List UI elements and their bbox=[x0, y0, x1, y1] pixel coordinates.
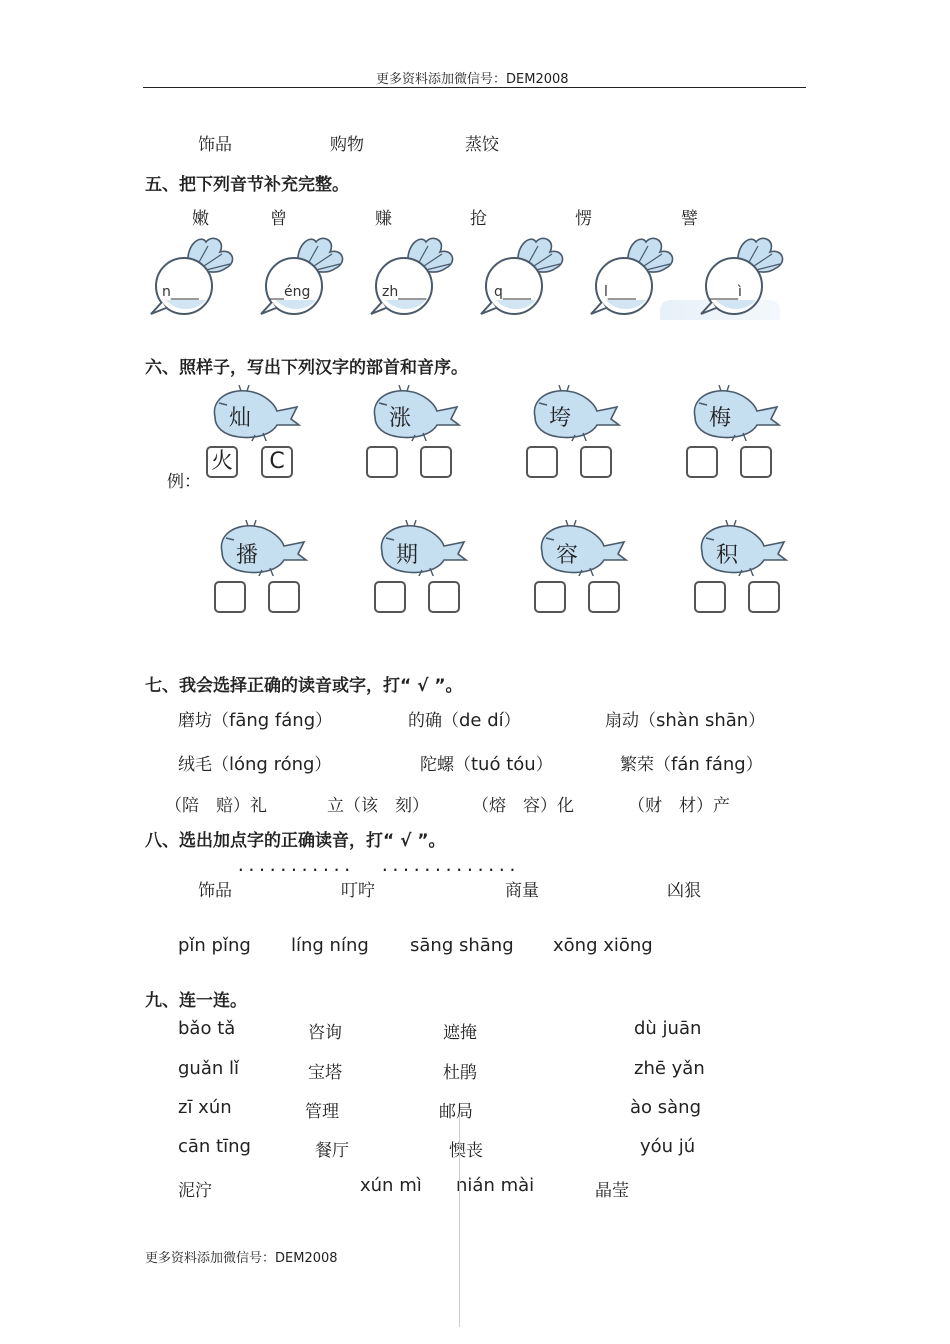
radish-illustration-5 bbox=[586, 234, 681, 318]
radish-label-5: l____ bbox=[604, 284, 636, 300]
s9-r5-c4[interactable]: 晶莹 bbox=[595, 1181, 629, 1201]
bird-char-6: 期 bbox=[396, 543, 419, 568]
page-header: 更多资料添加微信号：DEM2008 bbox=[376, 72, 569, 87]
s7-opts-3: shàn shān bbox=[656, 710, 749, 731]
s7-word-3: 扇动 bbox=[605, 711, 639, 731]
s9-r5-c3[interactable]: nián mài bbox=[456, 1175, 535, 1196]
radical-box-6[interactable] bbox=[374, 581, 406, 613]
s7-item-6[interactable]: 繁荣（fán fáng） bbox=[620, 754, 763, 775]
bird-illustration-6 bbox=[372, 520, 472, 576]
section8-title: 八、选出加点字的正确读音，打“ √ ”。 bbox=[145, 831, 446, 851]
s7-word-1: 磨坊 bbox=[178, 711, 212, 731]
example-radical-box: 火 bbox=[206, 446, 238, 478]
order-box-4[interactable] bbox=[740, 446, 772, 478]
s9-r1-c1[interactable]: bǎo tǎ bbox=[178, 1018, 236, 1039]
section7-title: 七、我会选择正确的读音或字，打“ √ ”。 bbox=[145, 676, 463, 696]
s8-word-3: 商量 bbox=[505, 881, 539, 901]
s9-r4-c4[interactable]: yóu jú bbox=[640, 1136, 696, 1157]
example-label: 例： bbox=[167, 472, 201, 492]
s8-pinyin-3[interactable]: sāng shāng bbox=[410, 935, 514, 956]
s7-opts-6: fán fáng bbox=[671, 754, 746, 775]
s9-r3-c2[interactable]: 管理 bbox=[305, 1102, 339, 1122]
s7-choice-1[interactable]: （陪 赔）礼 bbox=[165, 796, 267, 816]
radish-label-4: q____ bbox=[494, 284, 531, 300]
s9-r5-c1[interactable]: 泥泞 bbox=[178, 1181, 212, 1201]
s9-r1-c3[interactable]: 遮掩 bbox=[443, 1023, 477, 1043]
bird-char-5: 播 bbox=[236, 543, 259, 568]
order-box-5[interactable] bbox=[268, 581, 300, 613]
s9-r2-c2[interactable]: 宝塔 bbox=[308, 1063, 342, 1083]
bird-illustration-3 bbox=[525, 385, 625, 441]
bird-char-4: 梅 bbox=[709, 406, 732, 431]
emphasis-dots-2: ............. bbox=[380, 856, 519, 875]
radish-illustration-1 bbox=[146, 234, 241, 318]
s7-opts-2: de dí bbox=[459, 710, 504, 731]
radish-label-3: zh____ bbox=[382, 284, 427, 300]
s9-r3-c3[interactable]: 邮局 bbox=[439, 1102, 473, 1122]
bird-illustration-1 bbox=[205, 385, 305, 441]
s7-item-4[interactable]: 绒毛（lóng róng） bbox=[178, 754, 332, 775]
bird-illustration-5 bbox=[212, 520, 312, 576]
page-footer: 更多资料添加微信号：DEM2008 bbox=[145, 1251, 338, 1266]
s7-choice-4[interactable]: （财 材）产 bbox=[628, 796, 730, 816]
s7-item-1[interactable]: 磨坊（fāng fáng） bbox=[178, 710, 333, 731]
radical-box-4[interactable] bbox=[686, 446, 718, 478]
radical-box-3[interactable] bbox=[526, 446, 558, 478]
radical-box-8[interactable] bbox=[694, 581, 726, 613]
s9-r4-c1[interactable]: cān tīng bbox=[178, 1136, 251, 1157]
s8-pinyin-1[interactable]: pǐn pǐng bbox=[178, 935, 251, 956]
order-box-2[interactable] bbox=[420, 446, 452, 478]
radish-illustration-6 bbox=[696, 234, 791, 318]
section9-title: 九、连一连。 bbox=[145, 991, 247, 1011]
s9-r1-c2[interactable]: 咨询 bbox=[308, 1023, 342, 1043]
bird-illustration-7 bbox=[532, 520, 632, 576]
top-word-2: 购物 bbox=[330, 135, 364, 155]
s9-r2-c1[interactable]: guǎn lǐ bbox=[178, 1058, 239, 1079]
s5-char-5: 愣 bbox=[575, 209, 592, 229]
radish-illustration-4 bbox=[476, 234, 571, 318]
s7-item-2[interactable]: 的确（de dí） bbox=[408, 710, 521, 731]
s9-r1-c4[interactable]: dù juān bbox=[634, 1018, 702, 1039]
order-box-3[interactable] bbox=[580, 446, 612, 478]
s5-char-3: 赚 bbox=[375, 209, 392, 229]
s7-word-2: 的确 bbox=[408, 711, 442, 731]
s8-word-1: 饰品 bbox=[198, 881, 232, 901]
bird-char-3: 垮 bbox=[549, 406, 572, 431]
bird-illustration-4 bbox=[685, 385, 785, 441]
bird-char-2: 涨 bbox=[389, 406, 412, 431]
s5-char-4: 抢 bbox=[470, 209, 487, 229]
header-rule bbox=[143, 87, 806, 88]
s7-choice-3[interactable]: （熔 容）化 bbox=[472, 796, 574, 816]
order-box-8[interactable] bbox=[748, 581, 780, 613]
bird-illustration-2 bbox=[365, 385, 465, 441]
s7-choice-2[interactable]: 立（该 刻） bbox=[327, 796, 429, 816]
s8-word-2: 叮咛 bbox=[341, 881, 375, 901]
s7-opts-4: lóng róng bbox=[229, 754, 315, 775]
bird-char-8: 积 bbox=[716, 543, 739, 568]
s7-item-3[interactable]: 扇动（shàn shān） bbox=[605, 710, 766, 731]
radical-box-5[interactable] bbox=[214, 581, 246, 613]
top-word-1: 饰品 bbox=[198, 135, 232, 155]
s9-r3-c4[interactable]: ào sàng bbox=[630, 1097, 702, 1118]
radish-illustration-3 bbox=[366, 234, 461, 318]
radish-label-1: n____ bbox=[162, 284, 199, 300]
radish-label-2: __éng bbox=[270, 284, 311, 300]
radical-box-7[interactable] bbox=[534, 581, 566, 613]
s9-r5-c2[interactable]: xún mì bbox=[360, 1175, 422, 1196]
s9-r3-c1[interactable]: zī xún bbox=[178, 1097, 232, 1118]
s8-word-4: 凶狠 bbox=[667, 881, 701, 901]
bird-char-1: 灿 bbox=[229, 406, 252, 431]
radical-box-2[interactable] bbox=[366, 446, 398, 478]
s9-r4-c2[interactable]: 餐厅 bbox=[315, 1141, 349, 1161]
section6-title: 六、照样子，写出下列汉字的部首和音序。 bbox=[145, 358, 468, 378]
s8-pinyin-4[interactable]: xōng xiōng bbox=[553, 935, 653, 956]
s9-r2-c3[interactable]: 杜鹃 bbox=[443, 1063, 477, 1083]
s7-opts-1: fāng fáng bbox=[229, 710, 316, 731]
order-box-6[interactable] bbox=[428, 581, 460, 613]
s7-word-5: 陀螺 bbox=[420, 755, 454, 775]
top-word-3: 蒸饺 bbox=[465, 135, 499, 155]
s7-opts-5: tuó tóu bbox=[471, 754, 536, 775]
s9-r2-c4[interactable]: zhē yǎn bbox=[634, 1058, 705, 1079]
s5-char-6: 譬 bbox=[681, 209, 698, 229]
column-guide-line bbox=[459, 1115, 460, 1327]
s9-r4-c3[interactable]: 懊丧 bbox=[449, 1141, 483, 1161]
s7-word-4: 绒毛 bbox=[178, 755, 212, 775]
s5-char-2: 曾 bbox=[270, 209, 287, 229]
s5-char-1: 嫩 bbox=[192, 209, 209, 229]
section5-title: 五、把下列音节补充完整。 bbox=[145, 175, 349, 195]
s8-pinyin-2[interactable]: líng níng bbox=[291, 935, 369, 956]
bird-char-7: 容 bbox=[556, 543, 579, 568]
emphasis-dots-1: ........... bbox=[236, 856, 353, 875]
order-box-7[interactable] bbox=[588, 581, 620, 613]
example-order-box: C bbox=[261, 446, 293, 478]
bird-illustration-8 bbox=[692, 520, 792, 576]
radish-label-6: ____ì bbox=[710, 284, 742, 300]
s7-word-6: 繁荣 bbox=[620, 755, 654, 775]
s7-item-5[interactable]: 陀螺（tuó tóu） bbox=[420, 754, 553, 775]
radish-illustration-2 bbox=[256, 234, 351, 318]
